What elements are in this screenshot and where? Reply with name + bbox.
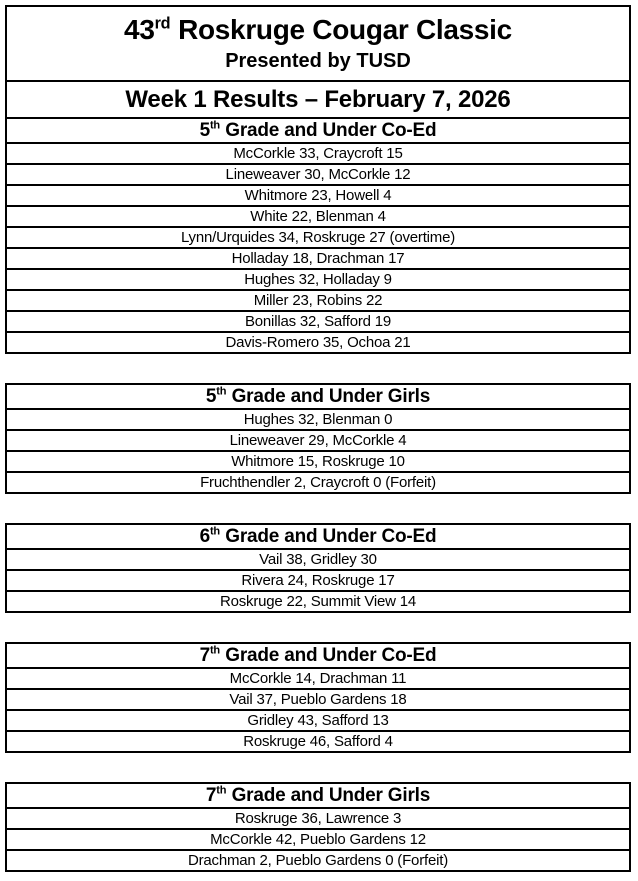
section-title-text: Grade and Under Co-Ed <box>225 526 437 547</box>
section-title-text: Grade and Under Co-Ed <box>225 645 437 666</box>
title-table <box>5 5 631 117</box>
result-row: Bonillas 32, Safford 19 <box>7 312 629 333</box>
result-row: Vail 38, Gridley 30 <box>7 550 629 571</box>
title-number: 43 <box>124 14 155 45</box>
sections-container <box>5 117 631 872</box>
result-row: White 22, Blenman 4 <box>7 207 629 228</box>
grade-number: 5 <box>205 386 217 407</box>
result-row: Miller 23, Robins 22 <box>7 291 629 312</box>
section-header <box>7 525 629 550</box>
result-row: Holladay 18, Drachman 17 <box>7 249 629 270</box>
title-cell <box>7 7 629 82</box>
result-row: McCorkle 33, Craycroft 15 <box>7 144 629 165</box>
section-table <box>5 782 631 872</box>
section-title-text: Grade and Under Girls <box>231 785 431 806</box>
result-row: Rivera 24, Roskruge 17 <box>7 571 629 592</box>
title-ordinal: rd <box>154 14 171 33</box>
result-row: Drachman 2, Pueblo Gardens 0 (Forfeit) <box>7 851 629 872</box>
grade-number: 7 <box>205 785 217 806</box>
grade-number: 7 <box>199 645 210 666</box>
result-row: Roskruge 22, Summit View 14 <box>7 592 629 613</box>
result-row: Hughes 32, Holladay 9 <box>7 270 629 291</box>
section-title-text: Grade and Under Co-Ed <box>225 120 437 141</box>
grade-ordinal: th <box>209 644 220 657</box>
grade-ordinal: th <box>209 119 220 132</box>
subtitle: Presented by TUSD <box>225 50 411 72</box>
result-row: Lineweaver 29, McCorkle 4 <box>7 431 629 452</box>
result-row: Davis-Romero 35, Ochoa 21 <box>7 333 629 354</box>
section-table <box>5 523 631 613</box>
section-table <box>5 383 631 494</box>
section-header <box>7 644 629 669</box>
section-table <box>5 117 631 354</box>
section-title-text: Grade and Under Girls <box>231 386 431 407</box>
section-header <box>7 119 629 144</box>
grade-ordinal: th <box>216 385 227 398</box>
result-row: Roskruge 36, Lawrence 3 <box>7 809 629 830</box>
result-row: Lineweaver 30, McCorkle 12 <box>7 165 629 186</box>
result-row: Whitmore 23, Howell 4 <box>7 186 629 207</box>
result-row: Vail 37, Pueblo Gardens 18 <box>7 690 629 711</box>
section-header <box>7 385 629 410</box>
page-title <box>7 12 629 48</box>
grade-ordinal: th <box>216 784 227 797</box>
result-row: Fruchthendler 2, Craycroft 0 (Forfeit) <box>7 473 629 494</box>
grade-ordinal: th <box>209 525 220 538</box>
result-row: Whitmore 15, Roskruge 10 <box>7 452 629 473</box>
result-row: Roskruge 46, Safford 4 <box>7 732 629 753</box>
grade-number: 6 <box>199 526 210 547</box>
result-row: McCorkle 14, Drachman 11 <box>7 669 629 690</box>
result-row: McCorkle 42, Pueblo Gardens 12 <box>7 830 629 851</box>
result-row: Lynn/Urquides 34, Roskruge 27 (overtime) <box>7 228 629 249</box>
result-row: Gridley 43, Safford 13 <box>7 711 629 732</box>
week-results-heading: Week 1 Results – February 7, 2026 <box>125 86 511 113</box>
title-text: Roskruge Cougar Classic <box>178 14 512 45</box>
section-header <box>7 784 629 809</box>
grade-number: 5 <box>199 120 210 141</box>
section-table <box>5 642 631 753</box>
result-row: Hughes 32, Blenman 0 <box>7 410 629 431</box>
